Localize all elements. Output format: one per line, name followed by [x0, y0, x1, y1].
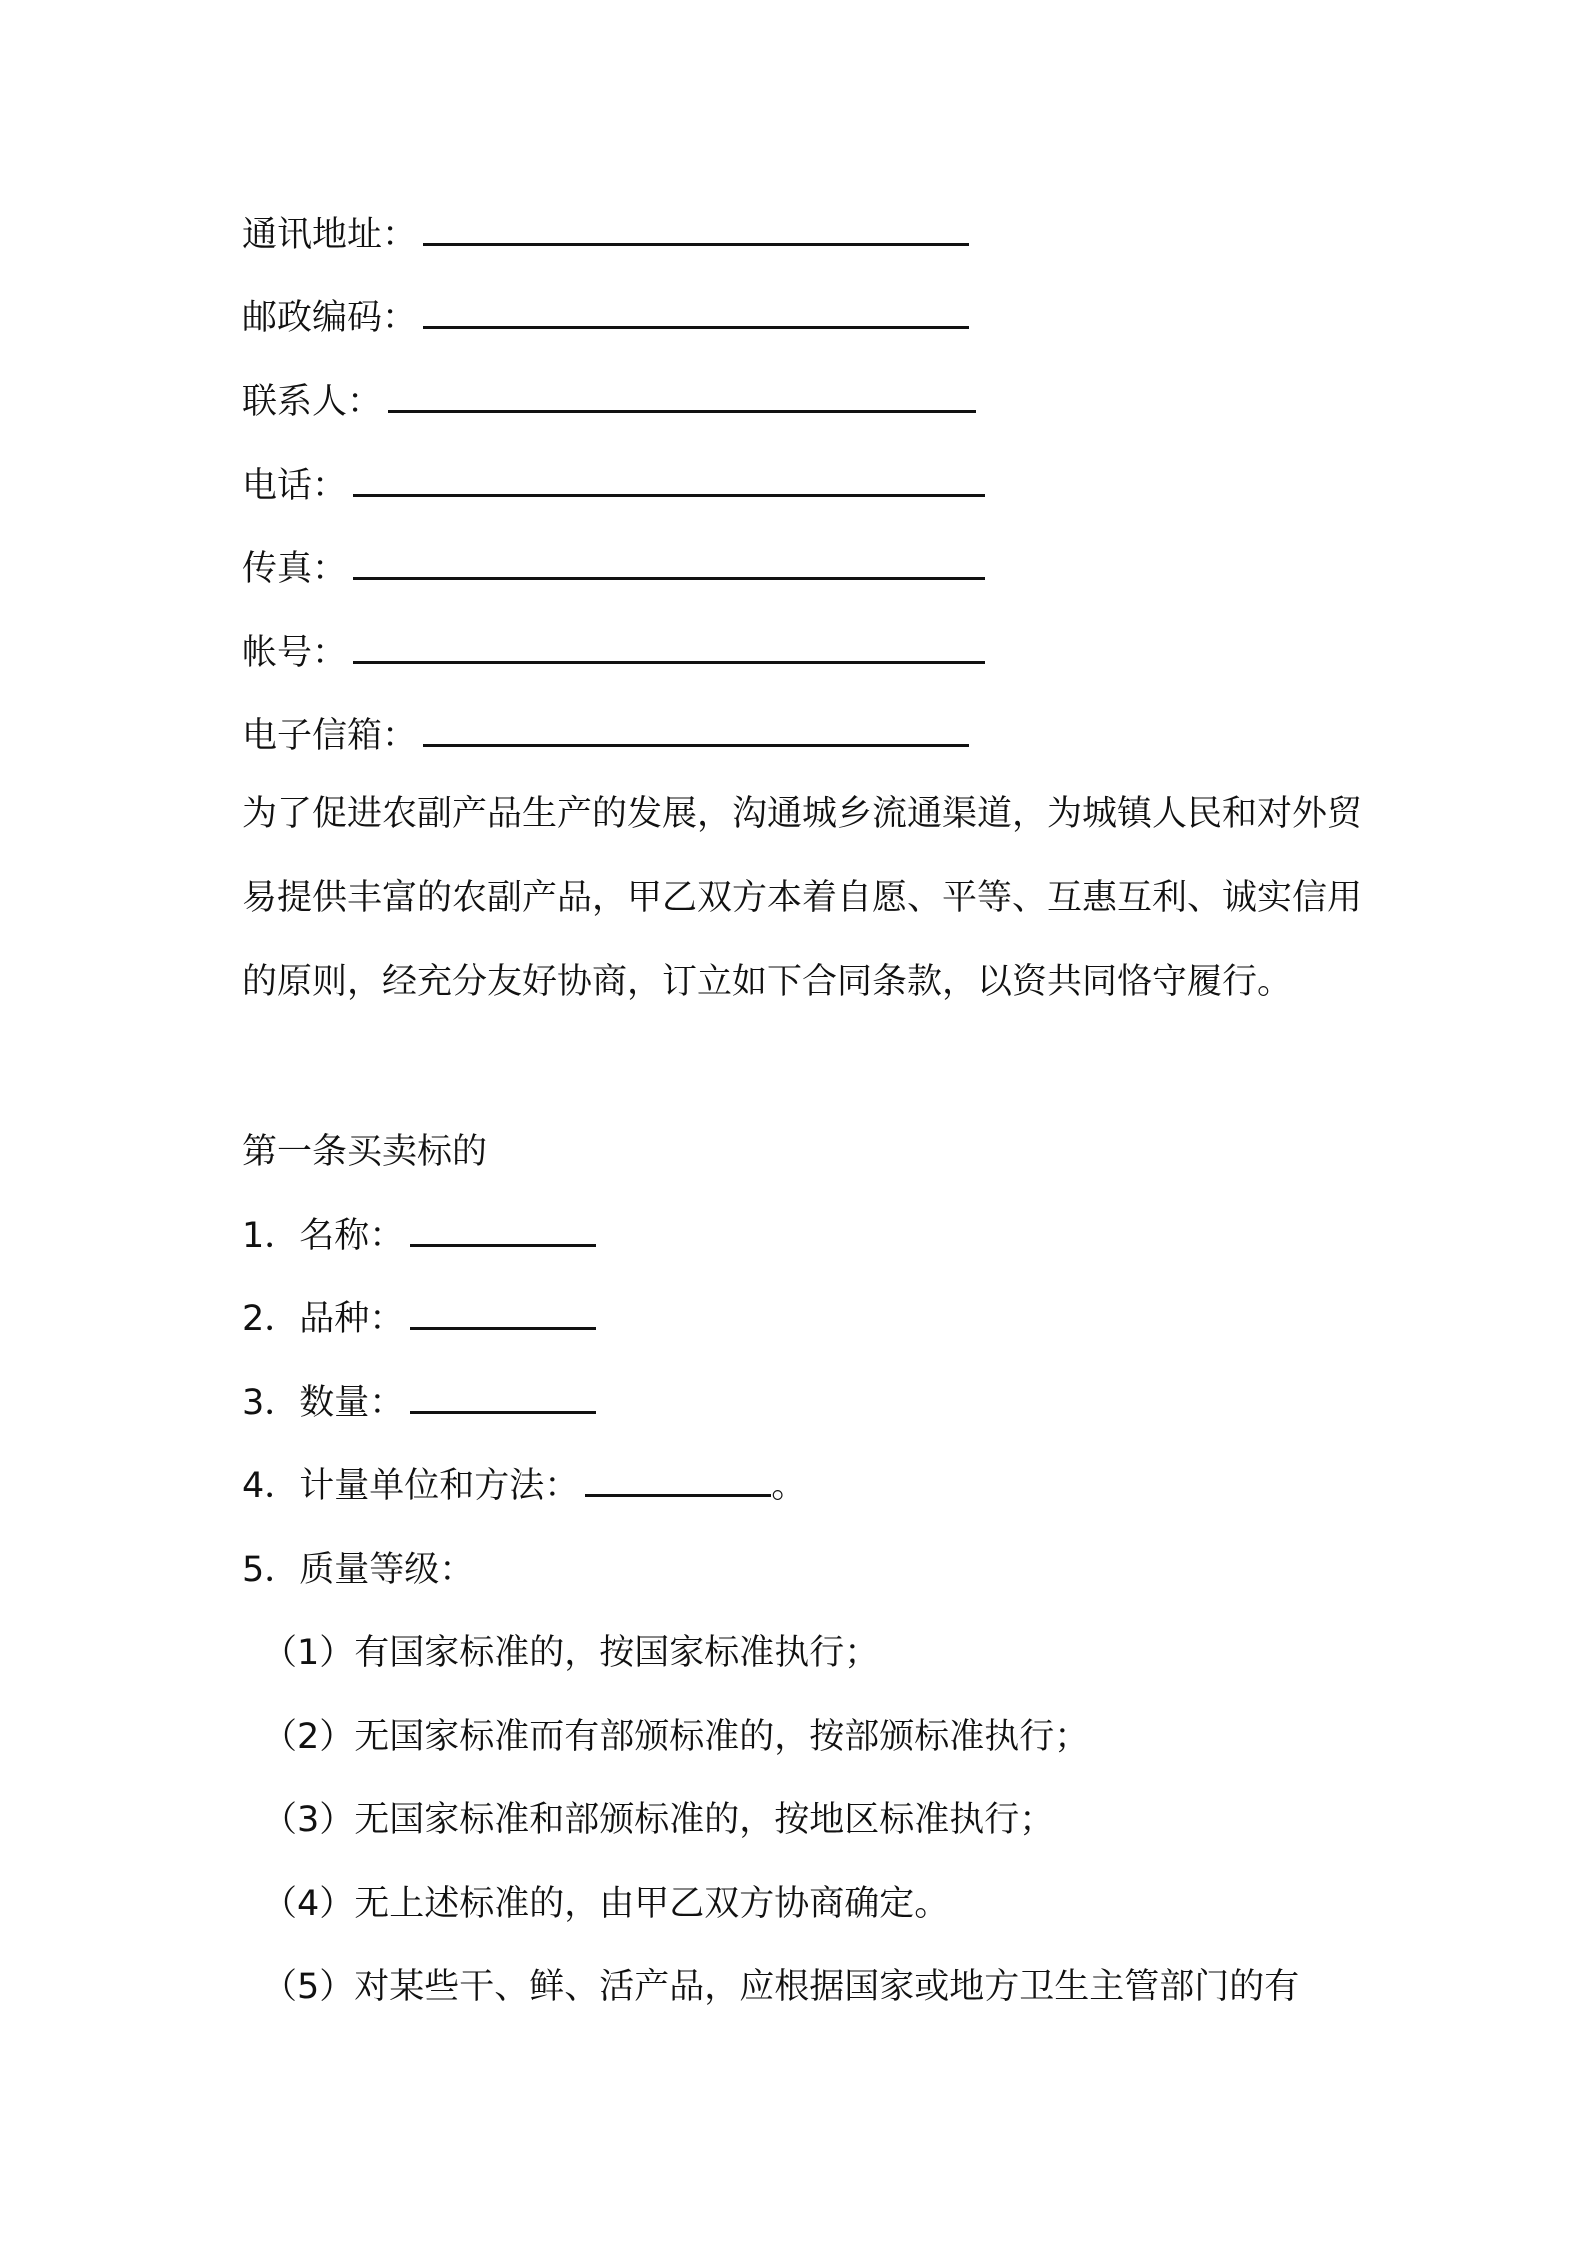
- field-fax-blank: [353, 547, 985, 580]
- quality-standard-3: （3）无国家标准和部颁标准的，按地区标准执行；: [262, 1800, 1055, 1840]
- field-account: [242, 631, 985, 675]
- quality-standard-1: （1）有国家标准的，按国家标准执行；: [262, 1633, 880, 1673]
- item-quantity-blank: [410, 1381, 596, 1414]
- item-variety: [242, 1297, 596, 1341]
- quality-standard-4: （4）无上述标准的，由甲乙双方协商确定。: [262, 1884, 950, 1924]
- quality-standard-2: （2）无国家标准而有部颁标准的，按部颁标准执行；: [262, 1717, 1090, 1757]
- field-account-blank: [353, 631, 985, 664]
- field-phone: [242, 464, 985, 508]
- field-postcode: [242, 296, 969, 340]
- field-phone-label: 电话：: [242, 466, 348, 506]
- field-email-label: 电子信箱：: [242, 716, 418, 756]
- field-fax: [242, 547, 985, 591]
- item-variety-label: 2．品种：: [242, 1299, 405, 1339]
- item-name-label: 1．名称：: [242, 1216, 405, 1256]
- item-measurement: [242, 1464, 806, 1508]
- field-contact-person-label: 联系人：: [242, 382, 383, 422]
- field-address-label: 通讯地址：: [242, 215, 418, 255]
- item-measurement-label: 4．计量单位和方法：: [242, 1466, 580, 1506]
- item-measurement-blank: [585, 1464, 771, 1497]
- field-fax-label: 传真：: [242, 549, 348, 589]
- item-variety-blank: [410, 1297, 596, 1330]
- item-name: [242, 1214, 596, 1258]
- item-name-blank: [410, 1214, 596, 1247]
- field-address: [242, 213, 969, 257]
- item-measurement-suffix: 。: [771, 1466, 807, 1506]
- field-postcode-blank: [423, 296, 969, 329]
- field-contact-person-blank: [388, 380, 976, 413]
- field-postcode-label: 邮政编码：: [242, 298, 418, 338]
- intro-paragraph: 为了促进农副产品生产的发展，沟通城乡流通渠道，为城镇人民和对外贸易提供丰富的农副产品，甲乙双方本着自愿、平等、互惠互利、诚实信用的原则，经充分友好协商，订立如下合同条款，以资共同恪守履行。: [242, 794, 1363, 1002]
- field-email: [242, 714, 969, 758]
- field-phone-blank: [353, 464, 985, 497]
- field-address-blank: [423, 213, 969, 246]
- article-one-heading: 第一条买卖标的: [242, 1132, 488, 1172]
- item-quality-grade-label: 5．质量等级：: [242, 1550, 475, 1590]
- field-account-label: 帐号：: [242, 633, 348, 673]
- item-quantity: [242, 1381, 596, 1425]
- field-email-blank: [423, 714, 969, 747]
- quality-standard-5: （5）对某些干、鲜、活产品，应根据国家或地方卫生主管部门的有: [262, 1967, 1300, 2007]
- field-contact-person: [242, 380, 976, 424]
- item-quality-grade: [242, 1548, 474, 1592]
- item-quantity-label: 3．数量：: [242, 1383, 405, 1423]
